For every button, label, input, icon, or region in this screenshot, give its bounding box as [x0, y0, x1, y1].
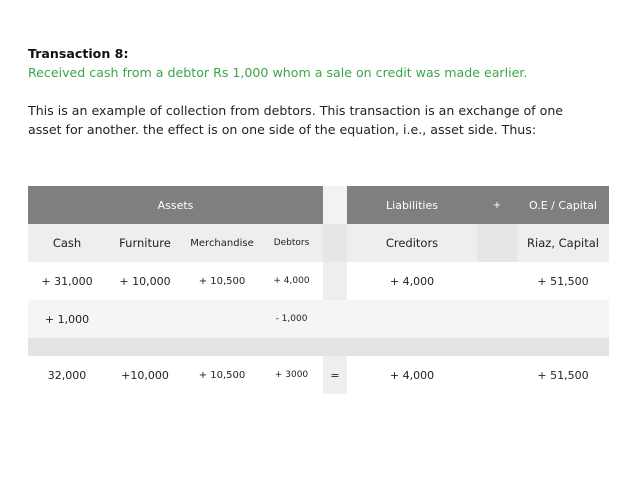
col-furniture: Furniture [106, 224, 184, 262]
equals-sign: = [323, 356, 347, 394]
capital-header: O.E / Capital [517, 186, 609, 224]
cell-furniture: + 10,000 [106, 262, 184, 300]
total-capital: + 51,500 [517, 356, 609, 394]
table-row [28, 300, 609, 338]
cell-debtors: - 1,000 [260, 300, 323, 338]
plus-header: + [477, 186, 517, 224]
col-merchandise: Merchandise [184, 224, 260, 262]
total-merchandise: + 10,500 [184, 356, 260, 394]
total-cash: 32,000 [28, 356, 106, 394]
table-row [28, 262, 609, 300]
total-row [28, 356, 609, 394]
explanation-line-2: asset for another. the effect is on one side of the equation, i.e., asset side. Thus: [28, 122, 537, 137]
cell-plus-gap [477, 262, 517, 300]
cell-debtors: + 4,000 [260, 262, 323, 300]
col-plus-gap [477, 224, 517, 262]
total-debtors: + 3000 [260, 356, 323, 394]
col-debtors: Debtors [260, 224, 323, 262]
header-gap [323, 186, 347, 224]
col-creditors: Creditors [347, 224, 477, 262]
cell-capital: + 51,500 [517, 262, 609, 300]
explanation-line-1: This is an example of collection from debtors. This transaction is an exchange of one [28, 103, 564, 118]
col-capital: Riaz, Capital [517, 224, 609, 262]
col-cash: Cash [28, 224, 106, 262]
accounting-equation-table [28, 186, 609, 394]
cell-merchandise: + 10,500 [184, 262, 260, 300]
header-row [28, 186, 609, 224]
cell-cash: + 31,000 [28, 262, 106, 300]
slide-text [28, 44, 618, 139]
assets-header: Assets [28, 186, 323, 224]
separator-row [28, 338, 609, 356]
cell-gap [323, 262, 347, 300]
transaction-title: Transaction 8: [28, 46, 129, 61]
col-gap [323, 224, 347, 262]
total-creditors: + 4,000 [347, 356, 477, 394]
spacer [28, 82, 618, 101]
column-header-row [28, 224, 609, 262]
cell-creditors: + 4,000 [347, 262, 477, 300]
cell-cash: + 1,000 [28, 300, 106, 338]
transaction-description: Received cash from a debtor Rs 1,000 whom a sale on credit was made earlier. [28, 65, 528, 80]
liabilities-header: Liabilities [347, 186, 477, 224]
total-furniture: +10,000 [106, 356, 184, 394]
